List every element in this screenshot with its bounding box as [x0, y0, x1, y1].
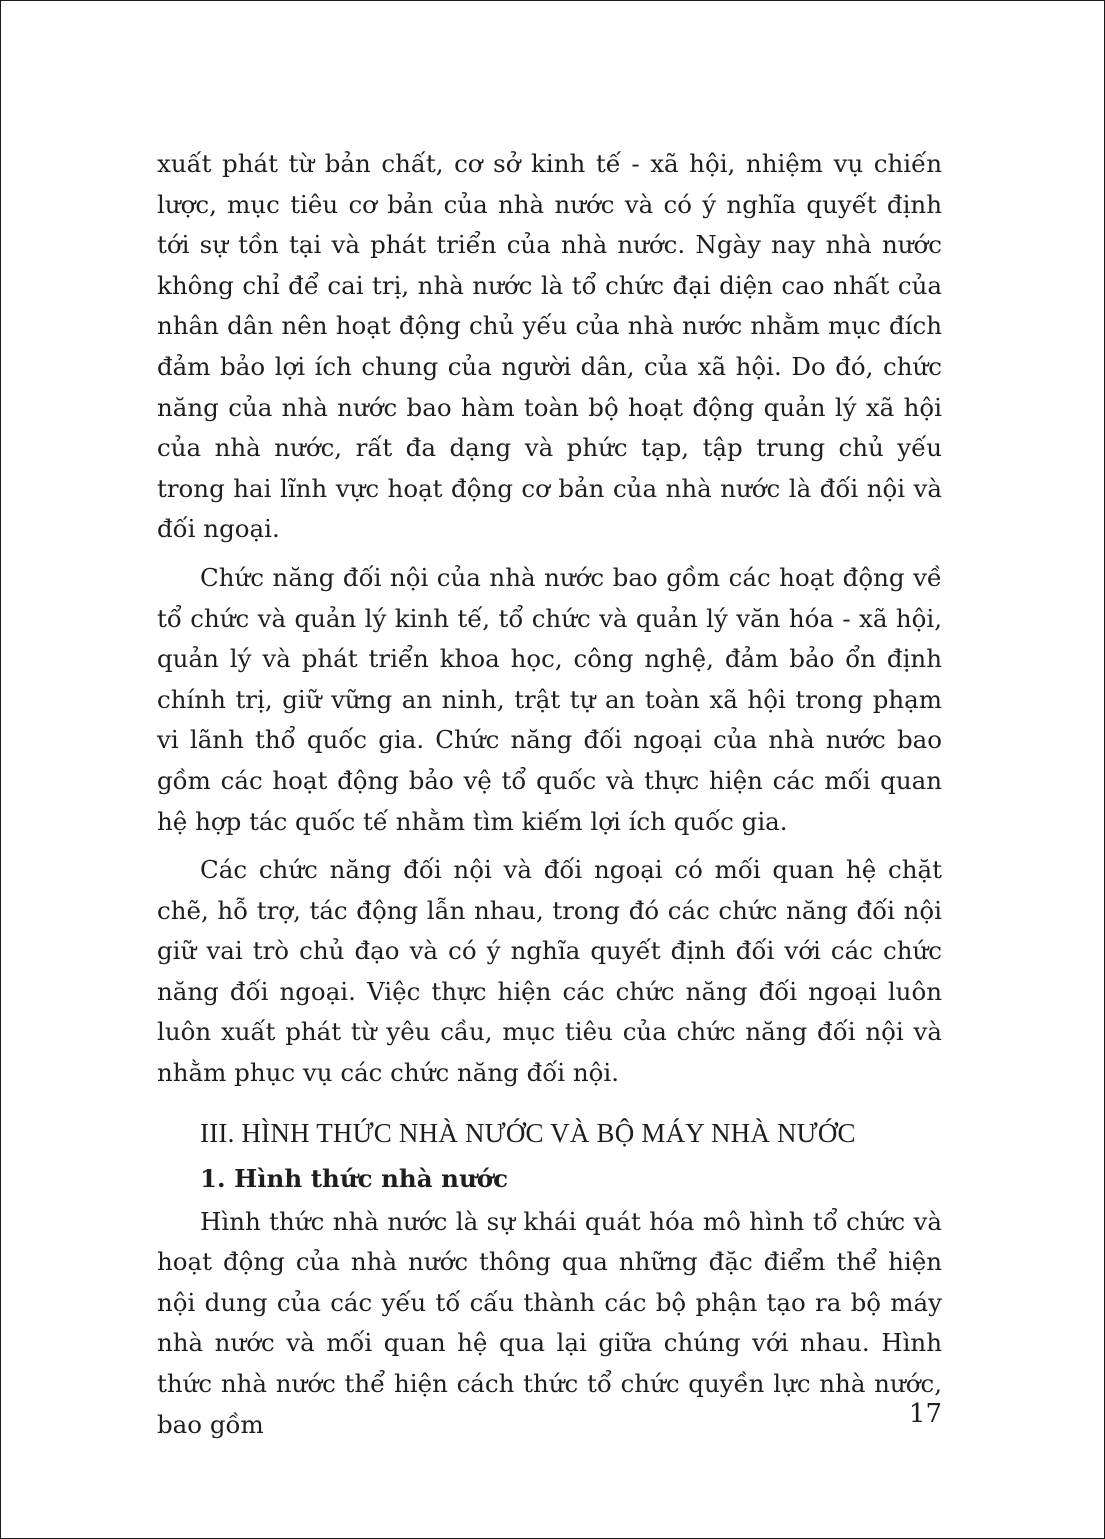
section-heading: III. HÌNH THỨC NHÀ NƯỚC VÀ BỘ MÁY NHÀ NƯỚC	[200, 1117, 856, 1148]
paragraph-internal-functions: Chức năng đối nội của nhà nước bao gồm các hoạt động về tổ chức và quản lý kinh tế, tổ chức và quản lý văn hóa - xã hội, quản lý và phát triển khoa học, công nghệ, đảm bảo ổn định chính trị, giữ vững an ninh, trật tự an toàn xã hội trong phạm vi lãnh thổ quốc gia. Chức năng đối ngoại của nhà nước bao gồm các hoạt động bảo vệ tổ quốc và thực hiện các mối quan hệ hợp tác quốc tế nhằm tìm kiếm lợi ích quốc gia.	[157, 562, 942, 836]
subsection-heading: 1. Hình thức nhà nước	[200, 1163, 509, 1193]
paragraph-function-relationship: Các chức năng đối nội và đối ngoại có mối quan hệ chặt chẽ, hỗ trợ, tác động lẫn nhau, trong đó các chức năng đối nội giữ vai trò chủ đạo và có ý nghĩa quyết định đối với các chức năng đối ngoại. Việc thực hiện các chức năng đối ngoại luôn luôn xuất phát từ yêu cầu, mục tiêu của chức năng đối nội và nhằm phục vụ các chức năng đối nội.	[157, 855, 942, 1088]
page-body	[157, 144, 942, 1445]
page-number: 17	[908, 1399, 942, 1429]
paragraph-continuation: xuất phát từ bản chất, cơ sở kinh tế - xã hội, nhiệm vụ chiến lược, mục tiêu cơ bản của nhà nước và có ý nghĩa quyết định tới sự tồn tại và phát triển của nhà nước. Ngày nay nhà nước không chỉ để cai trị, nhà nước là tổ chức đại diện cao nhất của nhân dân nên hoạt động chủ yếu của nhà nước nhằm mục đích đảm bảo lợi ích chung của người dân, của xã hội. Do đó, chức năng của nhà nước bao hàm toàn bộ hoạt động quản lý xã hội của nhà nước, rất đa dạng và phức tạp, tập trung chủ yếu trong hai lĩnh vực hoạt động cơ bản của nhà nước là đối nội và đối ngoại.	[157, 149, 942, 544]
paragraph-state-form: Hình thức nhà nước là sự khái quát hóa mô hình tổ chức và hoạt động của nhà nước thông qua những đặc điểm thể hiện nội dung của các yếu tố cấu thành các bộ phận tạo ra bộ máy nhà nước và mối quan hệ qua lại giữa chúng với nhau. Hình thức nhà nước thể hiện cách thức tổ chức quyền lực nhà nước, bao gồm	[157, 1206, 942, 1439]
